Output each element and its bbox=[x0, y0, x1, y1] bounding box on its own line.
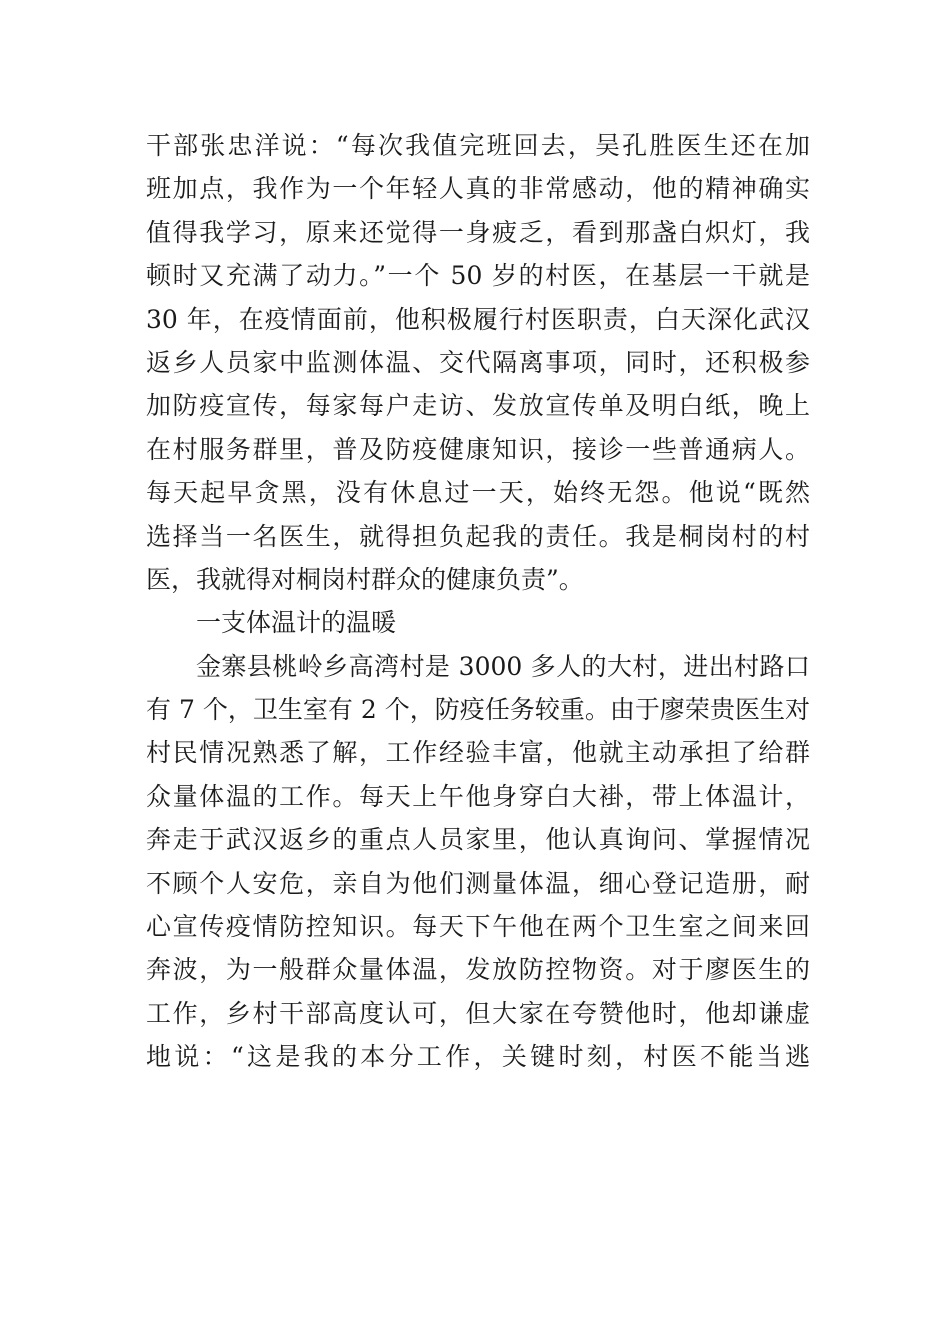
text-line: 奔走于武汉返乡的重点人员家里，他认真询问、掌握情况 bbox=[146, 825, 810, 855]
text-line: 众量体温的工作。每天上午他身穿白大褂，带上体温计， bbox=[146, 781, 810, 811]
text-line: 返乡人员家中监测体温、交代隔离事项，同时，还积极参 bbox=[146, 347, 810, 377]
text-line: 30 年，在疫情面前，他积极履行村医职责，白天深化武汉 bbox=[146, 304, 810, 334]
text-line: 村民情况熟悉了解，工作经验丰富，他就主动承担了给群 bbox=[146, 738, 810, 768]
text-line: 顿时又充满了动力。”一个 50 岁的村医，在基层一干就是 bbox=[146, 261, 810, 291]
text-line: 有 7 个，卫生室有 2 个，防疫任务较重。由于廖荣贵医生对 bbox=[146, 695, 810, 725]
body-text bbox=[146, 124, 810, 1079]
text-line: 地说：“这是我的本分工作，关键时刻，村医不能当逃 bbox=[146, 1042, 810, 1072]
text-line: 每天起早贪黑，没有休息过一天，始终无怨。他说“既然 bbox=[146, 478, 810, 508]
text-line: 干部张忠洋说：“每次我值完班回去，吴孔胜医生还在加 bbox=[146, 131, 810, 160]
text-line: 医，我就得对桐岗村群众的健康负责”。 bbox=[146, 564, 584, 594]
text-line: 金寨县桃岭乡高湾村是 3000 多人的大村，进出村路口 bbox=[196, 651, 810, 681]
text-line: 心宣传疫情防控知识。每天下午他在两个卫生室之间来回 bbox=[146, 912, 810, 942]
text-line: 加防疫宣传，每家每户走访、发放宣传单及明白纸，晚上 bbox=[146, 391, 810, 421]
text-line: 不顾个人安危，亲自为他们测量体温，细心登记造册，耐 bbox=[146, 868, 810, 898]
text-line: 值得我学习，原来还觉得一身疲乏，看到那盏白炽灯，我 bbox=[146, 217, 810, 247]
text-line: 在村服务群里，普及防疫健康知识，接诊一些普通病人。 bbox=[146, 434, 810, 464]
text-line: 班加点，我作为一个年轻人真的非常感动，他的精神确实 bbox=[146, 174, 810, 204]
text-line: 奔波，为一般群众量体温，发放防控物资。对于廖医生的 bbox=[146, 955, 810, 985]
section-heading: 一支体温计的温暖 bbox=[196, 608, 397, 638]
text-line: 选择当一名医生，就得担负起我的责任。我是桐岗村的村 bbox=[146, 521, 810, 551]
text-line: 工作，乡村干部高度认可，但大家在夸赞他时，他却谦虚 bbox=[146, 998, 810, 1028]
